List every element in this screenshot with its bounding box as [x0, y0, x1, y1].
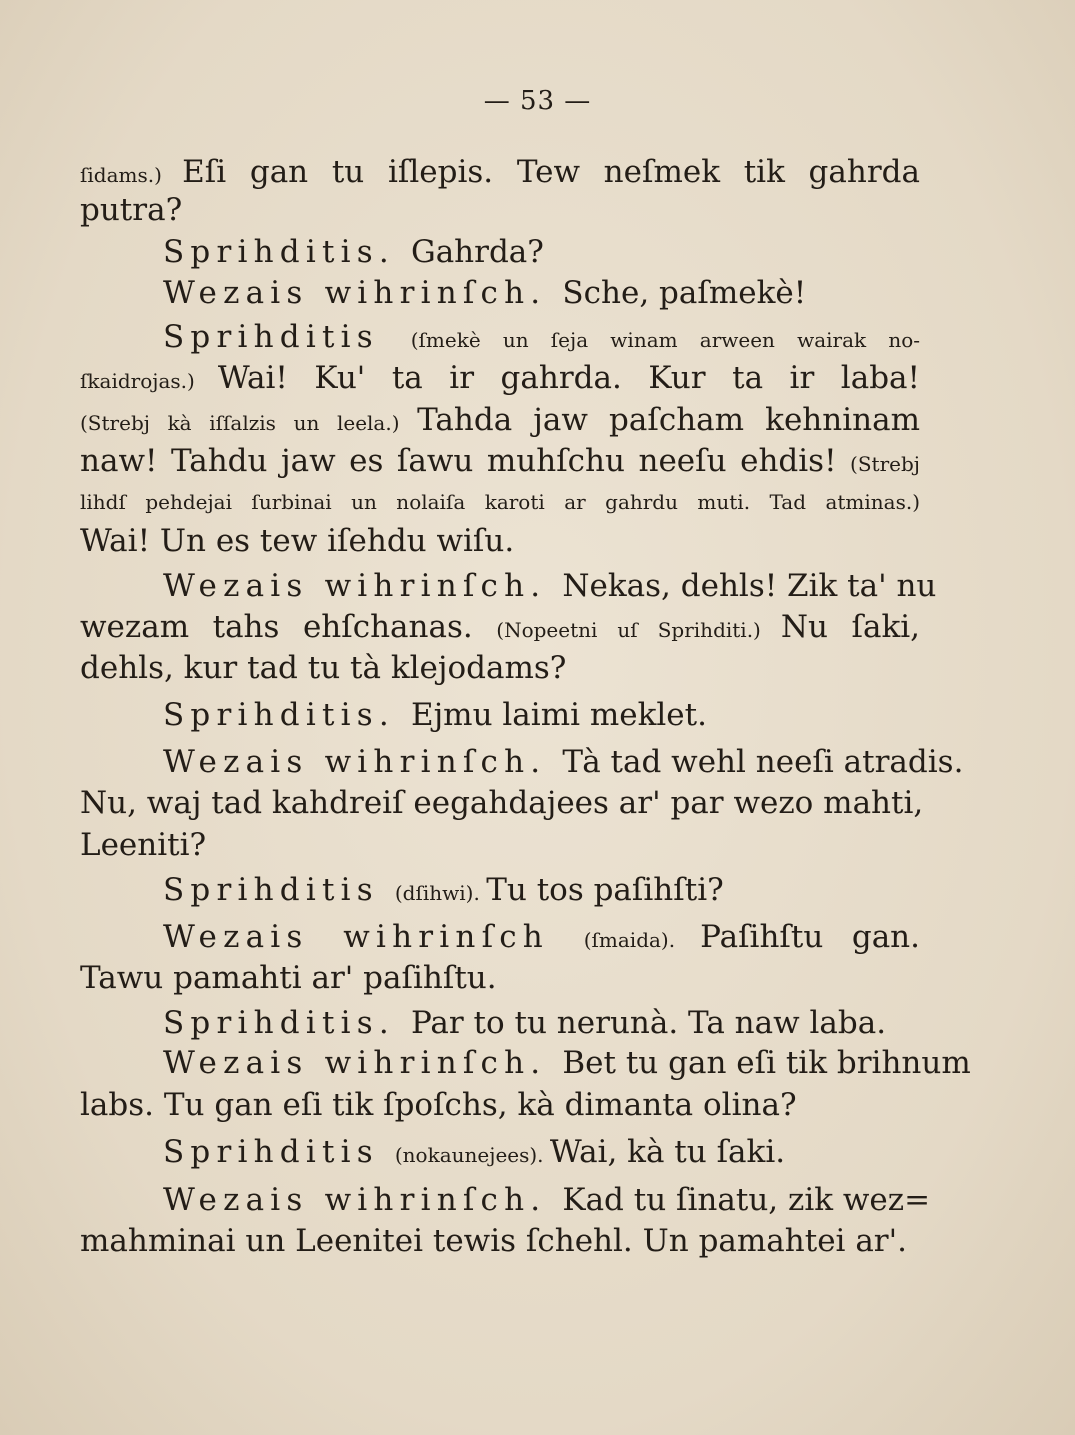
speaker-name: Wezais wihrinſch.: [163, 744, 563, 780]
dialogue-text: wezam tahs ehſchanas.: [80, 609, 497, 645]
text-line: [80, 1221, 920, 1261]
dialogue-text: Bet tu gan eſi tik brihnum: [562, 1045, 971, 1081]
speaker-name: Wezais wihrinſch.: [163, 1045, 563, 1081]
dialogue-text: Nu ſaki,: [780, 609, 921, 645]
text-line: [163, 566, 937, 606]
dialogue-text: labs. Tu gan eſi tik ſpoſchs, kà dimanta olina?: [80, 1087, 797, 1123]
dialogue-text: Gahrda?: [410, 234, 544, 270]
dialogue-text: Par to tu nerunà. Ta naw laba.: [410, 1005, 887, 1041]
stage-direction: (Strebj kà iſſalzis un leela.): [80, 411, 418, 435]
dialogue-text: Eſi gan tu iſlepis. Tew neſmek tik gahrda: [182, 154, 920, 190]
dialogue-text: Nekas, dehls! Zik ta' nu: [562, 568, 937, 604]
stage-direction: lihdſ pehdejai ſurbinai un nolaiſa karoti ar gahrdu muti. Tad atminas.): [80, 490, 920, 514]
speaker-name: Wezais wihrinſch.: [163, 568, 563, 604]
dialogue-text: Wai! Ku' ta ir gahrda. Kur ta ir laba!: [217, 360, 920, 396]
text-line: [163, 695, 920, 735]
stage-direction: ſkaidrojas.): [80, 369, 218, 393]
dialogue-text: Wai! Un es tew iſehdu wiſu.: [80, 523, 515, 559]
dialogue-text: Leeniti?: [80, 827, 207, 863]
text-line: [163, 742, 964, 782]
page-number: — 53 —: [483, 86, 592, 116]
stage-direction: (nokaunejees).: [394, 1143, 550, 1167]
stage-direction: (Strebj: [850, 452, 920, 476]
text-line: [80, 521, 920, 561]
text-line: [80, 190, 920, 230]
text-line: [80, 607, 920, 650]
dialogue-text: mahminai un Leenitei tewis ſchehl. Un pamahtei ar'.: [80, 1223, 907, 1259]
text-line: [80, 825, 920, 865]
text-line: [80, 958, 920, 998]
dialogue-text: naw! Tahdu jaw es ſawu muhſchu neeſu ehdis!: [80, 443, 851, 479]
dialogue-text: Tahda jaw paſcham kehninam: [417, 402, 920, 438]
speaker-name: Sprihditis.: [163, 697, 411, 733]
text-line: [80, 1085, 920, 1125]
stage-direction: (ſmekè un ſeja winam arween wairak no-: [410, 328, 920, 352]
dialogue-text: Tu tos paſihſti?: [486, 872, 724, 908]
speaker-name: Sprihditis: [163, 319, 411, 355]
stage-direction: (dſihwi).: [394, 881, 487, 905]
text-line: [80, 152, 920, 195]
speaker-name: Sprihditis.: [163, 234, 411, 270]
text-line: [80, 358, 920, 401]
dialogue-text: putra?: [80, 192, 183, 228]
text-line: [163, 273, 920, 313]
stage-direction: ſidams.): [80, 163, 183, 187]
speaker-name: Wezais wihrinſch.: [163, 275, 563, 311]
text-line: [163, 917, 920, 960]
speaker-name: Wezais wihrinſch.: [163, 1182, 563, 1218]
text-line: [163, 1003, 920, 1043]
dialogue-text: Kad tu ſinatu, zik wez=: [562, 1182, 931, 1218]
speaker-name: Sprihditis: [163, 872, 395, 908]
text-line: [163, 1132, 920, 1175]
dialogue-text: Wai, kà tu ſaki.: [549, 1134, 786, 1170]
text-line: [80, 400, 920, 443]
dialogue-text: Ejmu laimi meklet.: [410, 697, 707, 733]
speaker-name: Sprihditis.: [163, 1005, 411, 1041]
stage-direction: (ſmaida).: [583, 928, 701, 952]
text-line: [80, 783, 924, 823]
dialogue-text: Tà tad wehl neeſi atradis.: [562, 744, 964, 780]
speaker-name: Sprihditis: [163, 1134, 395, 1170]
text-line: [80, 441, 920, 484]
text-line: [163, 232, 920, 272]
text-line: [163, 1043, 971, 1083]
text-line: [80, 479, 920, 522]
text-line: [163, 317, 920, 360]
text-line: [80, 648, 920, 688]
dialogue-text: Tawu pamahti ar' paſihſtu.: [80, 960, 497, 996]
dialogue-text: dehls, kur tad tu tà klejodams?: [80, 650, 567, 686]
dialogue-text: Paſihſtu gan.: [700, 919, 921, 955]
speaker-name: Wezais wihrinſch: [163, 919, 584, 955]
dialogue-text: Sche, paſmekè!: [562, 275, 807, 311]
dialogue-text: Nu, waj tad kahdreiſ eegahdajees ar' par wezo mahti,: [80, 785, 924, 821]
text-line: [163, 1180, 931, 1220]
stage-direction: (Nopeetni uſ Sprihditi.): [496, 618, 781, 642]
text-line: [163, 870, 920, 913]
